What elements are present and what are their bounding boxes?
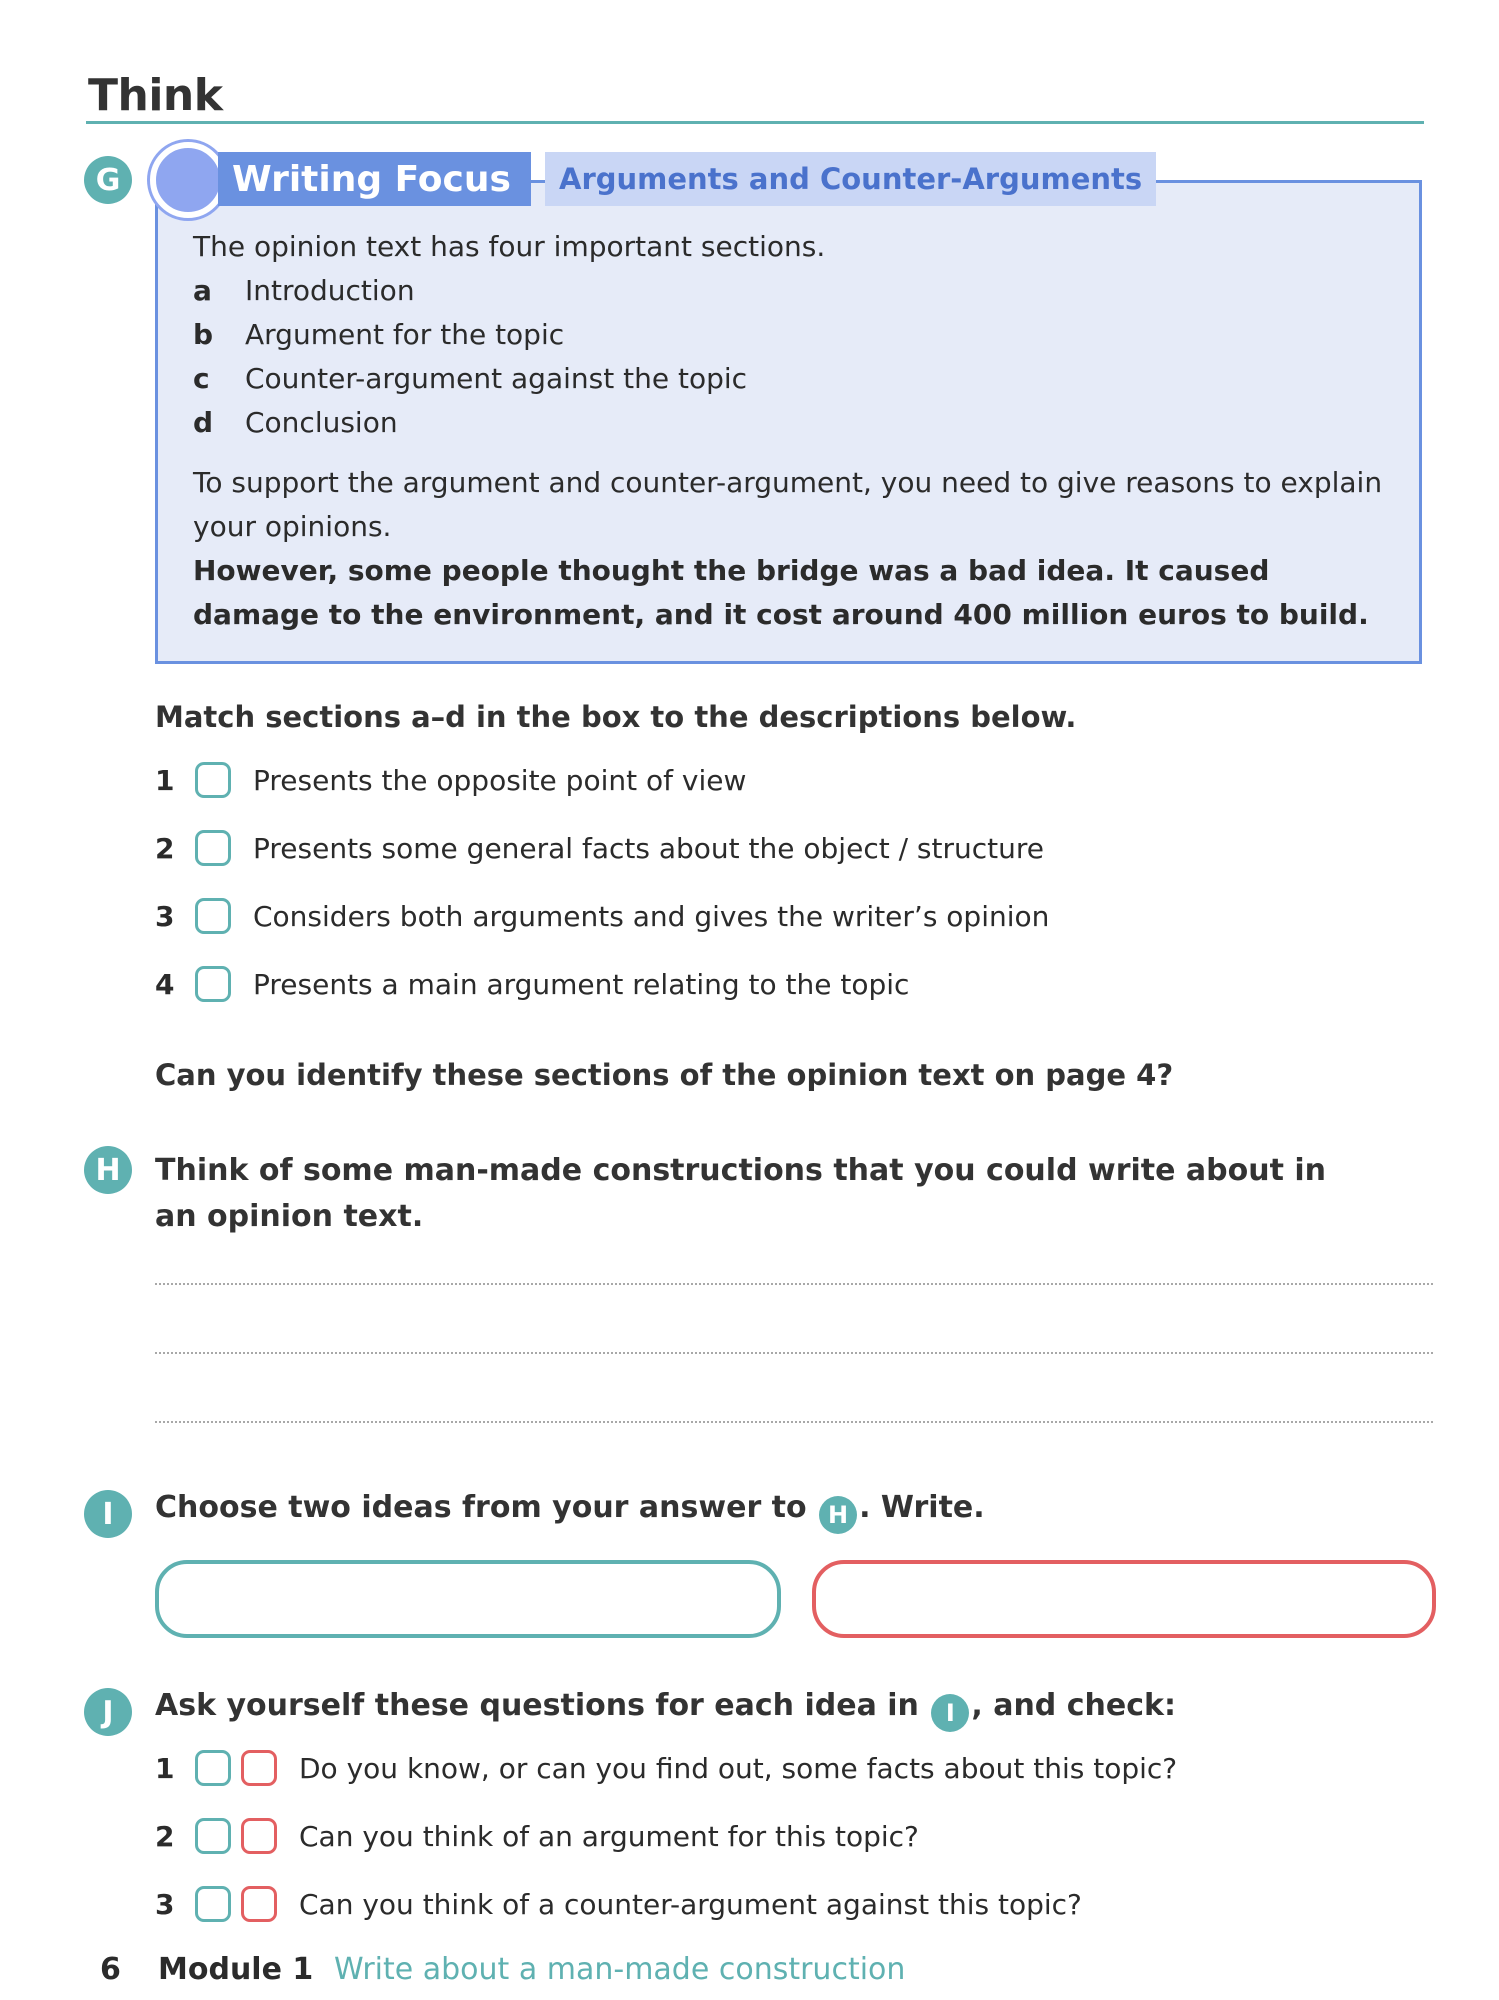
list-item: 3 Can you think of a counter-argument against this topic? [155, 1887, 1082, 1921]
exercise-h-prompt: Think of some man-made constructions that you could write about in an opinion text. [155, 1153, 1327, 1234]
idea-1-checkbox[interactable] [195, 1886, 231, 1922]
module-description: Write about a man-made construction [334, 1952, 906, 1987]
idea-2-checkbox[interactable] [241, 1886, 277, 1922]
writing-focus-subtitle: Arguments and Counter-Arguments [545, 152, 1156, 206]
focus-section-item: c Counter-argument against the topic [193, 362, 748, 395]
list-item: 4 Presents a main argument relating to the topic [155, 967, 910, 1001]
answer-checkbox[interactable] [195, 830, 231, 866]
exercise-i-prompt: Choose two ideas from your answer to H . Write. [155, 1490, 985, 1534]
exercise-j-prompt: Ask yourself these questions for each idea in I , and check: [155, 1688, 1176, 1732]
magnifier-icon [150, 142, 226, 218]
idea-1-checkbox[interactable] [195, 1818, 231, 1854]
focus-example: However, some people thought the bridge was a bad idea. It caused [193, 554, 1270, 587]
list-item: 3 Considers both arguments and gives the writer’s opinion [155, 899, 1050, 933]
writing-line[interactable] [155, 1352, 1433, 1354]
writing-line[interactable] [155, 1283, 1433, 1285]
exercise-j-badge: J [84, 1688, 132, 1736]
list-item: 1 Do you know, or can you find out, some facts about this topic? [155, 1751, 1178, 1785]
writing-focus-box [155, 180, 1422, 664]
title-divider [86, 121, 1424, 124]
list-item: 2 Presents some general facts about the object / structure [155, 831, 1044, 865]
focus-section-list [193, 269, 1382, 445]
focus-support-text: To support the argument and counter-argument, you need to give reasons to explain [193, 466, 1383, 499]
ref-badge-i: I [931, 1694, 969, 1732]
section-title: Think [88, 70, 223, 121]
module-label: Module 1 [158, 1952, 314, 1987]
focus-support-text-2: your opinions. [193, 510, 392, 543]
exercise-j-items [155, 1734, 1177, 1938]
focus-section-item: a Introduction [193, 274, 415, 307]
answer-checkbox[interactable] [195, 898, 231, 934]
list-item: 2 Can you think of an argument for this topic? [155, 1819, 919, 1853]
page-number: 6 [100, 1952, 121, 1987]
focus-intro: The opinion text has four important sections. [193, 230, 826, 263]
list-item: 1 Presents the opposite point of view [155, 763, 747, 797]
answer-checkbox[interactable] [195, 966, 231, 1002]
exercise-h-badge: H [84, 1146, 132, 1194]
exercise-g-badge: G [84, 156, 132, 204]
focus-section-item: b Argument for the topic [193, 318, 565, 351]
focus-example-2: damage to the environment, and it cost around 400 million euros to build. [193, 598, 1369, 631]
focus-section-item: d Conclusion [193, 406, 398, 439]
idea-1-checkbox[interactable] [195, 1750, 231, 1786]
exercise-i-badge: I [84, 1490, 132, 1538]
exercise-g-instruction: Match sections a–d in the box to the descriptions below. [155, 700, 1077, 734]
writing-line[interactable] [155, 1421, 1433, 1423]
answer-checkbox[interactable] [195, 762, 231, 798]
idea-2-checkbox[interactable] [241, 1818, 277, 1854]
exercise-g-follow-up: Can you identify these sections of the opinion text on page 4? [155, 1058, 1174, 1092]
exercise-g-items [155, 746, 1049, 1018]
ref-badge-h: H [819, 1496, 857, 1534]
idea-2-input[interactable] [812, 1560, 1436, 1638]
idea-2-checkbox[interactable] [241, 1750, 277, 1786]
writing-focus-banner: Writing Focus [218, 152, 531, 206]
idea-1-input[interactable] [155, 1560, 781, 1638]
